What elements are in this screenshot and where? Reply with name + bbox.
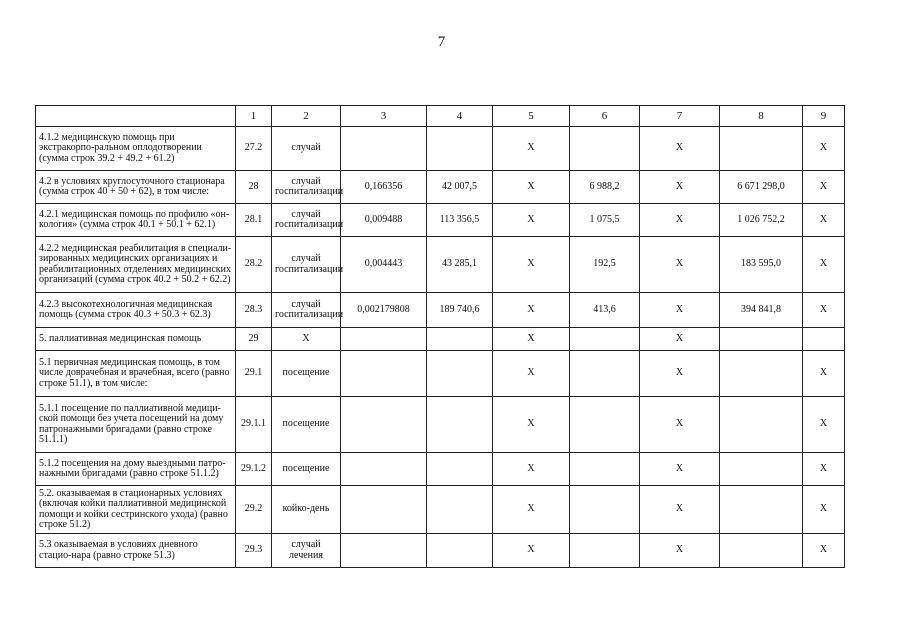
value-cell-9: X	[803, 237, 845, 293]
header-cell	[36, 106, 236, 127]
value-cell-3: 0,002179808	[341, 293, 427, 328]
header-cell: 9	[803, 106, 845, 127]
unit-cell: посещение	[272, 397, 341, 453]
unit-cell: случай	[272, 127, 341, 171]
value-cell-7: X	[640, 328, 720, 351]
value-cell-8	[720, 351, 803, 397]
table-row	[36, 351, 845, 397]
value-cell-6	[570, 351, 640, 397]
value-cell-9: X	[803, 453, 845, 486]
unit-cell: X	[272, 328, 341, 351]
unit-cell: случай госпитализации	[272, 237, 341, 293]
page-number: 7	[437, 34, 446, 50]
table-row	[36, 293, 845, 328]
value-cell-3	[341, 534, 427, 568]
value-cell-9: X	[803, 486, 845, 534]
value-cell-8: 183 595,0	[720, 237, 803, 293]
value-cell-8	[720, 453, 803, 486]
value-cell-6	[570, 127, 640, 171]
value-cell-5: X	[493, 328, 570, 351]
value-cell-3	[341, 351, 427, 397]
unit-cell: случай госпитализации	[272, 204, 341, 237]
value-cell-7: X	[640, 351, 720, 397]
value-cell-6	[570, 534, 640, 568]
header-cell: 6	[570, 106, 640, 127]
value-cell-8	[720, 534, 803, 568]
value-cell-4	[427, 397, 493, 453]
value-cell-9: X	[803, 127, 845, 171]
value-cell-6: 6 988,2	[570, 171, 640, 204]
data-table	[35, 105, 845, 568]
value-cell-5: X	[493, 351, 570, 397]
value-cell-3: 0,166356	[341, 171, 427, 204]
value-cell-4	[427, 351, 493, 397]
row-number: 29.3	[236, 534, 272, 568]
header-cell: 3	[341, 106, 427, 127]
value-cell-8	[720, 397, 803, 453]
value-cell-7: X	[640, 293, 720, 328]
value-cell-4	[427, 328, 493, 351]
row-description: 5.1.1 посещение по паллиативной медици-ской помощи без учета посещений на дому патронажными бригадами (равно строке 51.1.1)	[36, 397, 236, 453]
row-description: 4.2.2 медицинская реабилитация в специали-зированных медицинских организациях и реабилитационных отделениях медицинских организаций (сумма строк 40.2 + 50.2 + 62.2)	[36, 237, 236, 293]
value-cell-8: 394 841,8	[720, 293, 803, 328]
row-number: 28	[236, 171, 272, 204]
header-cell: 1	[236, 106, 272, 127]
row-description: 4.2.1 медицинская помощь по профилю «он-кология» (сумма строк 40.1 + 50.1 + 62.1)	[36, 204, 236, 237]
value-cell-9	[803, 328, 845, 351]
table-row	[36, 486, 845, 534]
value-cell-4	[427, 534, 493, 568]
value-cell-7: X	[640, 534, 720, 568]
table-row	[36, 127, 845, 171]
row-number: 29.1.2	[236, 453, 272, 486]
row-description: 5.2. оказываемая в стационарных условиях (включая койки паллиативной медицинской помощи и койки сестринского ухода) (равно строке 51.2)	[36, 486, 236, 534]
value-cell-4: 113 356,5	[427, 204, 493, 237]
value-cell-9: X	[803, 351, 845, 397]
value-cell-6	[570, 397, 640, 453]
value-cell-7: X	[640, 237, 720, 293]
value-cell-9: X	[803, 534, 845, 568]
table-row	[36, 237, 845, 293]
value-cell-3	[341, 453, 427, 486]
value-cell-8: 1 026 752,2	[720, 204, 803, 237]
value-cell-3	[341, 486, 427, 534]
value-cell-8: 6 671 298,0	[720, 171, 803, 204]
row-number: 29.1	[236, 351, 272, 397]
row-number: 28.2	[236, 237, 272, 293]
row-description: 5.1.2 посещения на дому выездными патро-нажными бригадами (равно строке 51.1.2)	[36, 453, 236, 486]
value-cell-5: X	[493, 486, 570, 534]
value-cell-3	[341, 328, 427, 351]
row-description: 4.2 в условиях круглосуточного стационара (сумма строк 40 + 50 + 62), в том числе:	[36, 171, 236, 204]
value-cell-6	[570, 453, 640, 486]
value-cell-7: X	[640, 171, 720, 204]
value-cell-3: 0,004443	[341, 237, 427, 293]
value-cell-3	[341, 127, 427, 171]
value-cell-5: X	[493, 397, 570, 453]
value-cell-4: 189 740,6	[427, 293, 493, 328]
value-cell-3: 0,009488	[341, 204, 427, 237]
unit-cell: случай госпитализации	[272, 171, 341, 204]
value-cell-8	[720, 127, 803, 171]
row-number: 29.2	[236, 486, 272, 534]
table-row	[36, 397, 845, 453]
value-cell-5: X	[493, 293, 570, 328]
value-cell-5: X	[493, 204, 570, 237]
header-cell: 4	[427, 106, 493, 127]
value-cell-6	[570, 328, 640, 351]
value-cell-4: 42 007,5	[427, 171, 493, 204]
value-cell-4	[427, 127, 493, 171]
unit-cell: случай госпитализации	[272, 293, 341, 328]
value-cell-7: X	[640, 204, 720, 237]
value-cell-9: X	[803, 293, 845, 328]
unit-cell: посещение	[272, 351, 341, 397]
value-cell-6: 192,5	[570, 237, 640, 293]
row-number: 28.1	[236, 204, 272, 237]
row-number: 29	[236, 328, 272, 351]
value-cell-9: X	[803, 397, 845, 453]
value-cell-7: X	[640, 397, 720, 453]
table-row	[36, 328, 845, 351]
row-description: 5. паллиативная медицинская помощь	[36, 328, 236, 351]
value-cell-4	[427, 486, 493, 534]
table-row	[36, 171, 845, 204]
value-cell-5: X	[493, 453, 570, 486]
value-cell-5: X	[493, 534, 570, 568]
header-cell: 2	[272, 106, 341, 127]
value-cell-9: X	[803, 171, 845, 204]
value-cell-4: 43 285,1	[427, 237, 493, 293]
row-number: 28.3	[236, 293, 272, 328]
value-cell-5: X	[493, 237, 570, 293]
header-cell: 5	[493, 106, 570, 127]
header-row	[36, 106, 845, 127]
table-row	[36, 534, 845, 568]
value-cell-7: X	[640, 127, 720, 171]
value-cell-6: 413,6	[570, 293, 640, 328]
header-cell: 7	[640, 106, 720, 127]
row-description: 4.2.3 высокотехнологичная медицинская помощь (сумма строк 40.3 + 50.3 + 62.3)	[36, 293, 236, 328]
row-description: 4.1.2 медицинскую помощь при экстракорпо-ральном оплодотворении (сумма строк 39.2 + 49.2 + 61.2)	[36, 127, 236, 171]
row-number: 29.1.1	[236, 397, 272, 453]
value-cell-5: X	[493, 171, 570, 204]
value-cell-7: X	[640, 453, 720, 486]
value-cell-5: X	[493, 127, 570, 171]
unit-cell: случай лечения	[272, 534, 341, 568]
header-cell: 8	[720, 106, 803, 127]
unit-cell: посещение	[272, 453, 341, 486]
row-number: 27.2	[236, 127, 272, 171]
value-cell-9: X	[803, 204, 845, 237]
value-cell-3	[341, 397, 427, 453]
value-cell-7: X	[640, 486, 720, 534]
value-cell-8	[720, 486, 803, 534]
row-description: 5.3 оказываемая в условиях дневного стацио-нара (равно строке 51.3)	[36, 534, 236, 568]
value-cell-6	[570, 486, 640, 534]
row-description: 5.1 первичная медицинская помощь, в том числе доврачебная и врачебная, всего (равно строке 51.1), в том числе:	[36, 351, 236, 397]
value-cell-6: 1 075,5	[570, 204, 640, 237]
unit-cell: койко-день	[272, 486, 341, 534]
value-cell-4	[427, 453, 493, 486]
table-row	[36, 204, 845, 237]
value-cell-8	[720, 328, 803, 351]
table-row	[36, 453, 845, 486]
